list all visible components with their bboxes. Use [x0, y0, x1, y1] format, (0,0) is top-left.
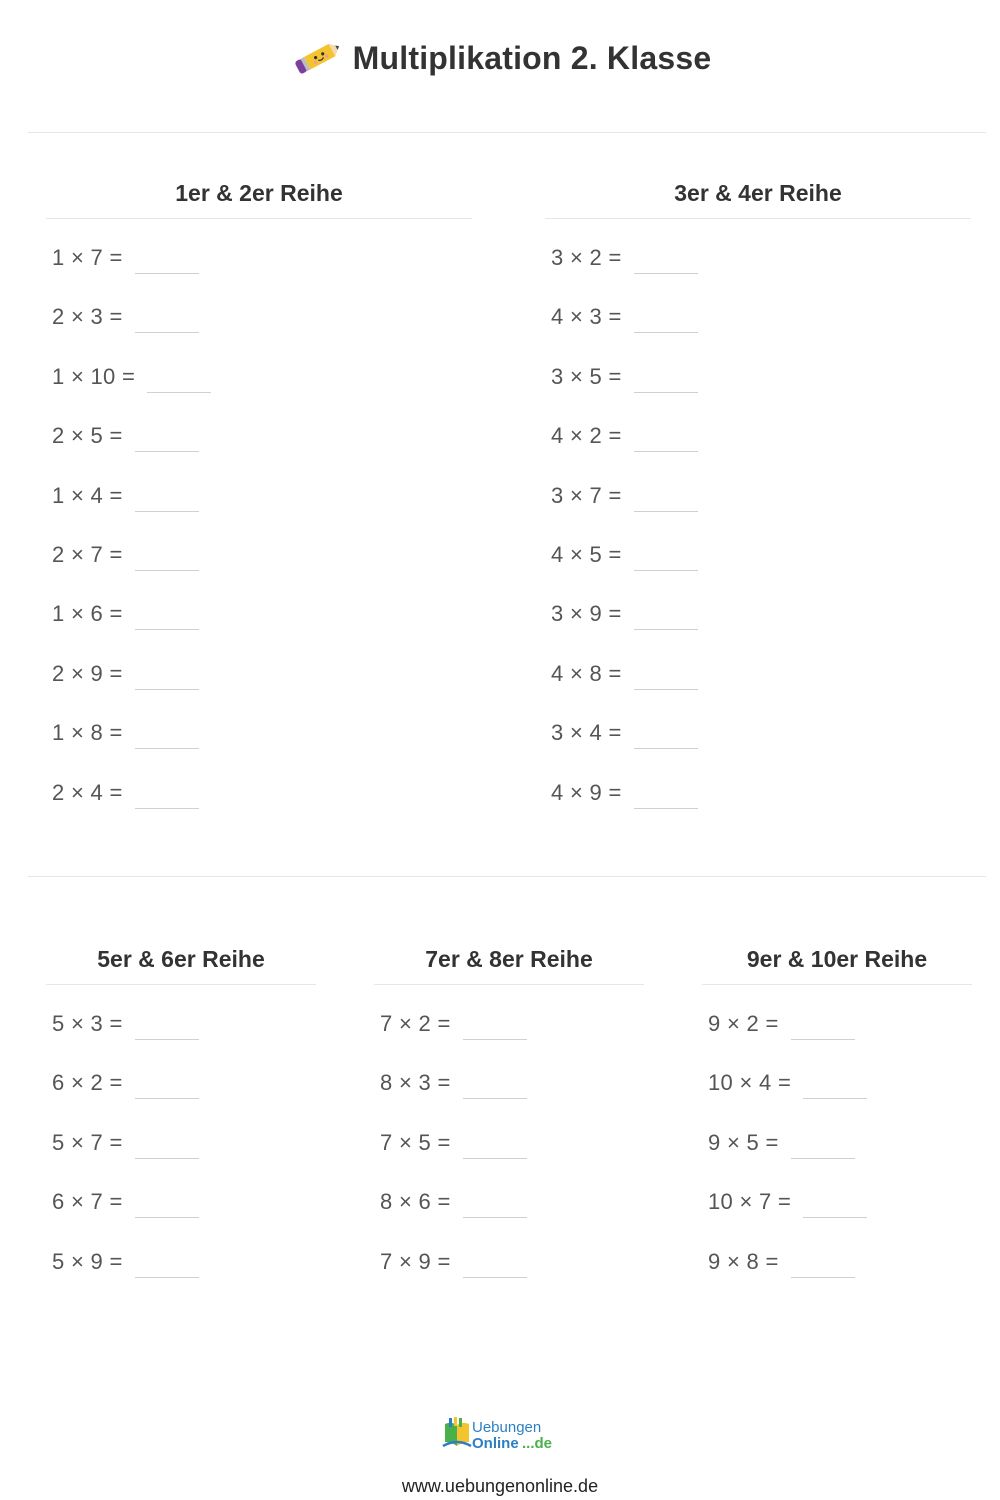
answer-blank[interactable]	[135, 534, 199, 571]
problem-list	[46, 1003, 316, 1300]
section-7er-8er	[374, 936, 644, 1300]
answer-blank[interactable]	[634, 415, 698, 452]
problem-equation: 5 × 7 =	[52, 1129, 123, 1155]
section-heading: 1er & 2er Reihe	[46, 170, 472, 219]
problem-equation: 3 × 2 =	[551, 245, 622, 270]
problem-equation: 8 × 6 =	[380, 1189, 451, 1215]
problem-row	[52, 653, 472, 712]
problem-equation: 10 × 4 =	[708, 1070, 792, 1096]
problem-row	[551, 296, 971, 355]
answer-blank[interactable]	[791, 1122, 855, 1159]
problem-equation: 4 × 3 =	[551, 304, 622, 330]
section-9er-10er	[702, 936, 972, 1300]
answer-blank[interactable]	[135, 237, 199, 274]
problem-equation: 1 × 6 =	[52, 601, 123, 627]
problem-row	[380, 1003, 644, 1062]
answer-blank[interactable]	[634, 475, 698, 512]
answer-blank[interactable]	[463, 1181, 527, 1218]
problem-row	[708, 1181, 972, 1240]
problem-row	[52, 356, 472, 415]
problem-row	[380, 1181, 644, 1240]
problem-equation: 3 × 4 =	[551, 720, 622, 746]
problem-row	[380, 1241, 644, 1300]
problem-equation: 8 × 3 =	[380, 1070, 451, 1096]
problem-row	[551, 712, 971, 771]
problem-equation: 1 × 8 =	[52, 720, 123, 746]
problem-row	[551, 593, 971, 652]
answer-blank[interactable]	[634, 712, 698, 749]
problem-list	[46, 237, 472, 831]
uebungenonline-logo[interactable]	[442, 1416, 560, 1457]
problem-row	[551, 772, 971, 831]
problem-list	[702, 1003, 972, 1300]
answer-blank[interactable]	[791, 1003, 855, 1040]
section-heading: 5er & 6er Reihe	[46, 936, 316, 985]
divider-top	[28, 132, 986, 133]
problem-equation: 6 × 7 =	[52, 1189, 123, 1215]
problem-equation: 5 × 3 =	[52, 1011, 123, 1036]
problem-equation: 2 × 9 =	[52, 660, 123, 686]
problem-equation: 9 × 5 =	[708, 1129, 779, 1155]
problem-equation: 3 × 9 =	[551, 601, 622, 627]
answer-blank[interactable]	[634, 237, 698, 274]
answer-blank[interactable]	[135, 653, 199, 690]
problem-equation: 5 × 9 =	[52, 1248, 123, 1274]
problem-row	[52, 593, 472, 652]
problem-row	[52, 1241, 316, 1300]
answer-blank[interactable]	[634, 534, 698, 571]
problem-equation: 3 × 5 =	[551, 363, 622, 389]
divider-middle	[28, 876, 986, 877]
problem-row	[52, 237, 472, 296]
problem-row	[551, 237, 971, 296]
section-1er-2er	[46, 170, 472, 831]
problem-list	[545, 237, 971, 831]
problem-row	[52, 1122, 316, 1181]
problem-equation: 3 × 7 =	[551, 482, 622, 508]
section-heading: 7er & 8er Reihe	[374, 936, 644, 985]
problem-equation: 7 × 9 =	[380, 1248, 451, 1274]
problem-equation: 2 × 3 =	[52, 304, 123, 330]
answer-blank[interactable]	[791, 1241, 855, 1278]
answer-blank[interactable]	[135, 593, 199, 630]
answer-blank[interactable]	[135, 1062, 199, 1099]
answer-blank[interactable]	[135, 475, 199, 512]
footer-url[interactable]: www.uebungenonline.de	[401, 1476, 599, 1496]
problem-equation: 1 × 7 =	[52, 245, 123, 270]
answer-blank[interactable]	[463, 1062, 527, 1099]
problem-row	[52, 475, 472, 534]
answer-blank[interactable]	[135, 1003, 199, 1040]
problem-equation: 6 × 2 =	[52, 1070, 123, 1096]
answer-blank[interactable]	[634, 356, 698, 393]
problem-row	[52, 1003, 316, 1062]
answer-blank[interactable]	[135, 296, 199, 333]
problem-equation: 7 × 5 =	[380, 1129, 451, 1155]
answer-blank[interactable]	[463, 1241, 527, 1278]
answer-blank[interactable]	[803, 1181, 867, 1218]
problem-equation: 4 × 9 =	[551, 779, 622, 805]
problem-row	[52, 296, 472, 355]
problem-equation: 1 × 10 =	[52, 363, 136, 389]
problem-equation: 2 × 7 =	[52, 541, 123, 567]
problem-equation: 1 × 4 =	[52, 482, 123, 508]
answer-blank[interactable]	[803, 1062, 867, 1099]
problem-row	[52, 534, 472, 593]
problem-row	[551, 534, 971, 593]
problem-row	[52, 415, 472, 474]
section-5er-6er	[46, 936, 316, 1300]
problem-list	[374, 1003, 644, 1300]
problem-row	[551, 475, 971, 534]
problem-row	[52, 1181, 316, 1240]
problem-row	[52, 772, 472, 831]
answer-blank[interactable]	[135, 1122, 199, 1159]
page-title-text: Multiplikation 2. Klasse	[352, 40, 712, 76]
logo-text-uebungen: Uebungen	[472, 1419, 542, 1436]
logo-text-de: ...de	[522, 1435, 553, 1452]
answer-blank[interactable]	[135, 1241, 199, 1278]
problem-row	[52, 1062, 316, 1121]
page-title	[0, 38, 1000, 78]
section-heading: 3er & 4er Reihe	[545, 170, 971, 219]
problem-row	[708, 1003, 972, 1062]
problem-equation: 2 × 5 =	[52, 423, 123, 449]
answer-blank[interactable]	[634, 653, 698, 690]
problem-row	[551, 356, 971, 415]
problem-equation: 9 × 8 =	[708, 1248, 779, 1274]
problem-row	[708, 1241, 972, 1300]
section-heading: 9er & 10er Reihe	[702, 936, 972, 985]
answer-blank[interactable]	[463, 1003, 527, 1040]
problem-equation: 10 × 7 =	[708, 1189, 792, 1215]
answer-blank[interactable]	[135, 772, 199, 809]
problem-row	[52, 712, 472, 771]
answer-blank[interactable]	[135, 712, 199, 749]
answer-blank[interactable]	[634, 296, 698, 333]
answer-blank[interactable]	[463, 1122, 527, 1159]
problem-equation: 4 × 8 =	[551, 660, 622, 686]
problem-row	[551, 653, 971, 712]
problem-equation: 2 × 4 =	[52, 779, 123, 805]
problem-equation: 4 × 5 =	[551, 541, 622, 567]
book-icon	[443, 1417, 471, 1446]
answer-blank[interactable]	[634, 593, 698, 630]
answer-blank[interactable]	[135, 1181, 199, 1218]
problem-row	[380, 1062, 644, 1121]
problem-equation: 7 × 2 =	[380, 1011, 451, 1036]
logo-graphic	[442, 1416, 560, 1452]
problem-row	[551, 415, 971, 474]
section-3er-4er	[545, 170, 971, 831]
problem-equation: 9 × 2 =	[708, 1011, 779, 1036]
answer-blank[interactable]	[147, 356, 211, 393]
problem-row	[380, 1122, 644, 1181]
pencil-icon	[289, 38, 345, 78]
problem-equation: 4 × 2 =	[551, 423, 622, 449]
answer-blank[interactable]	[135, 415, 199, 452]
logo-text-online: Online	[472, 1435, 519, 1452]
problem-row	[708, 1122, 972, 1181]
problem-row	[708, 1062, 972, 1121]
answer-blank[interactable]	[634, 772, 698, 809]
